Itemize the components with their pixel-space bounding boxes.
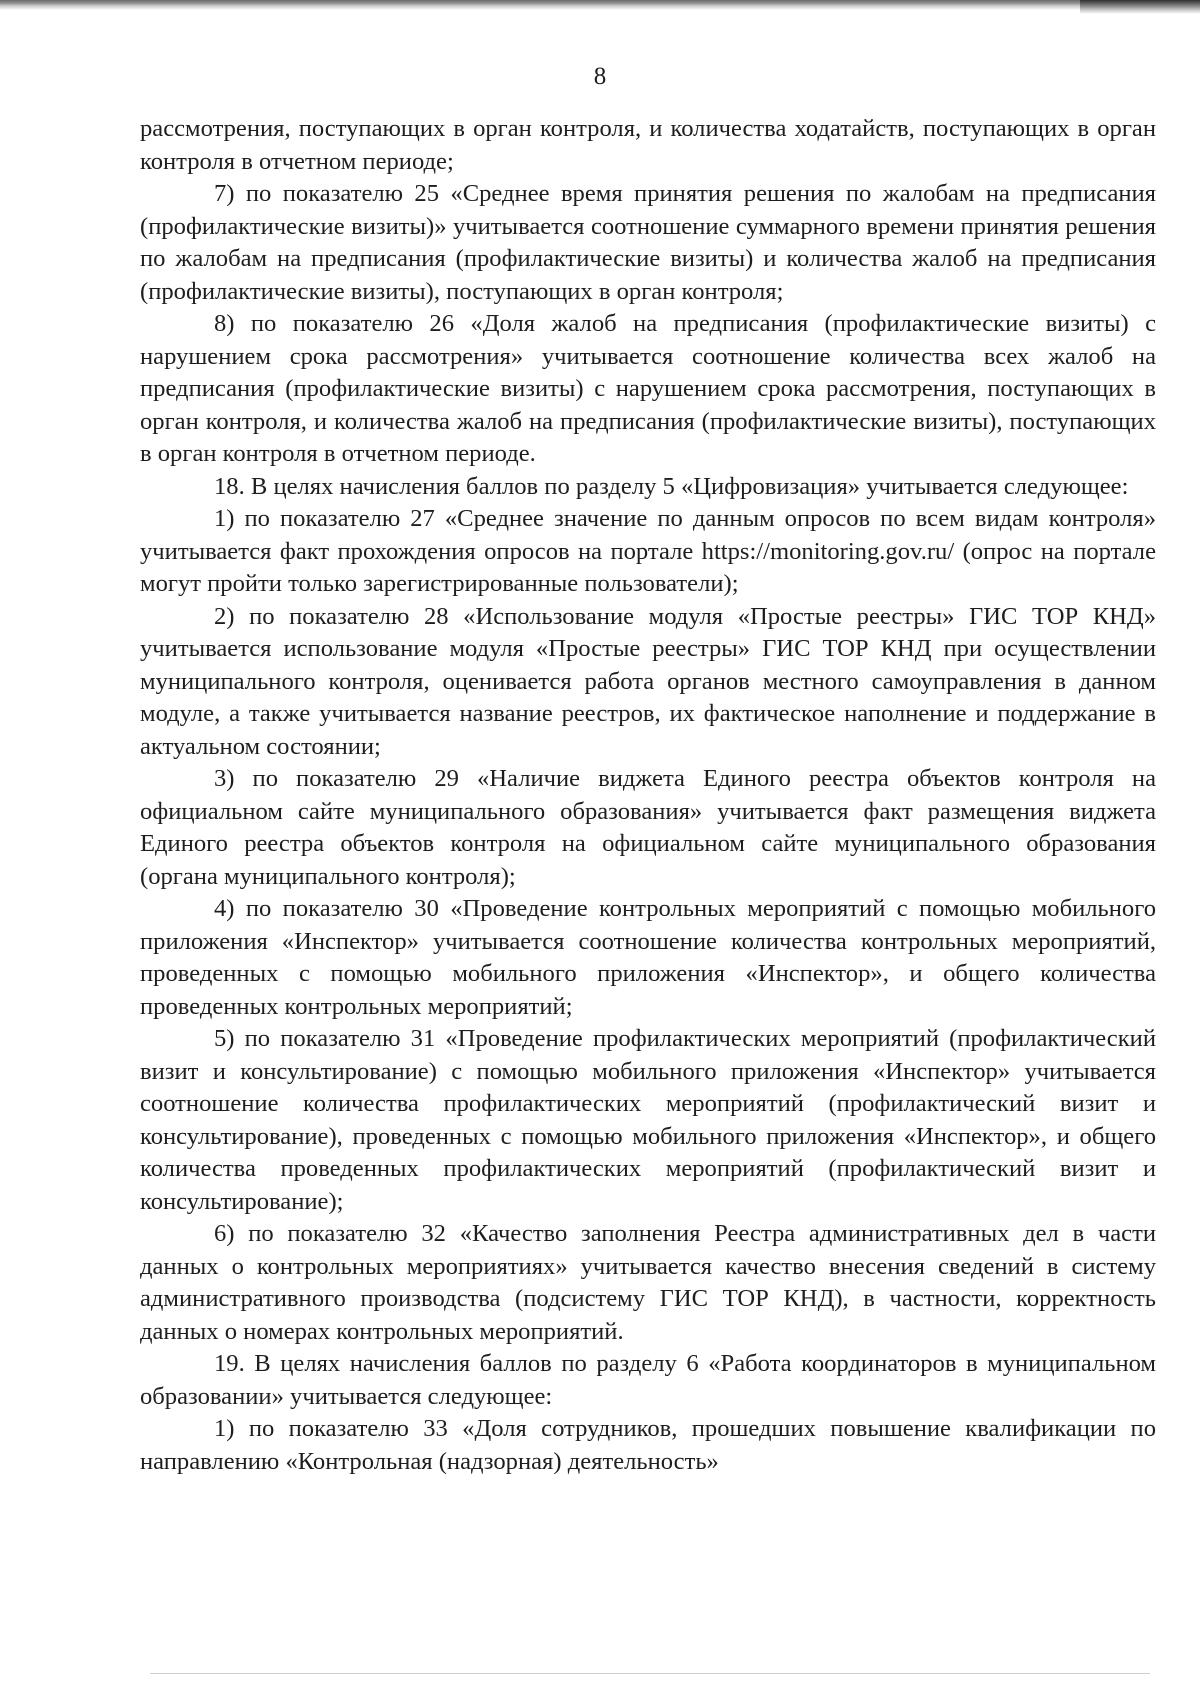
paragraph-18-item-6: 6) по показателю 32 «Качество заполнения Реестра административных дел в части данных о контрольных мероприятиях» учитывается качество внесения сведений в систему административного производства (подсистему ГИС ТОР КНД), в частности, корректность данных о номерах контрольных мероприятий. [140,1220,1156,1345]
paragraph-item-8: 8) по показателю 26 «Доля жалоб на предписания (профилактические визиты) с нарушением срока рассмотрения» учитывается соотношение количества всех жалоб на предписания (профилактические визиты) с нарушением срока рассмотрения, поступающих в орган контроля, и количества жалоб на предписания (профилактические визиты), поступающих в орган контроля в отчетном периоде. [140,310,1156,467]
paragraph-18-item-3: 3) по показателю 29 «Наличие виджета Единого реестра объектов контроля на официальном сайте муниципального образования» учитывается факт размещения виджета Единого реестра объектов контроля на официальном сайте муниципального образования (органа муниципального контроля); [140,765,1156,890]
paragraph-18-item-4: 4) по показателю 30 «Проведение контрольных мероприятий с помощью мобильного приложения «Инспектор» учитывается соотношение количества контрольных мероприятий, проведенных с помощью мобильного приложения «Инспектор», и общего количества проведенных контрольных мероприятий; [140,895,1156,1020]
paragraph-18-item-5: 5) по показателю 31 «Проведение профилактических мероприятий (профилактический визит и консультирование) с помощью мобильного приложения «Инспектор» учитывается соотношение количества профилактических мероприятий (профилактический визит и консультирование), проведенных с помощью мобильного приложения «Инспектор», и общего количества проведенных профилактических мероприятий (профилактический визит и консультирование); [140,1025,1156,1215]
paragraph-item-7: 7) по показателю 25 «Среднее время принятия решения по жалобам на предписания (профилактические визиты)» учитывается соотношение суммарного времени принятия решения по жалобам на предписания (профилактические визиты) и количества жалоб на предписания (профилактические визиты), поступающих в орган контроля; [140,180,1156,305]
scan-top-edge [0,0,1200,10]
page-number: 8 [593,63,607,90]
paragraph-18-item-2: 2) по показателю 28 «Использование модуля «Простые реестры» ГИС ТОР КНД» учитывается использование модуля «Простые реестры» ГИС ТОР КНД при осуществлении муниципального контроля, оценивается работа органов местного самоуправления в данном модуле, а также учитывается название реестров, их фактическое наполнение и поддержание в актуальном состоянии; [140,602,1156,760]
paragraph-18-item-1: 1) по показателю 27 «Среднее значение по данным опросов по всем видам контроля» учитывается факт прохождения опросов на портале https://monitoring.gov.ru/ (опрос на портале могут пройти только зарегистрированные пользователи); [140,505,1156,597]
paragraph-19-item-1: 1) по показателю 33 «Доля сотрудников, прошедших повышение квалификации по направлению «Контрольная (надзорная) деятельность» [140,1415,1156,1475]
paragraph-section-18: 18. В целях начисления баллов по разделу 5 «Цифровизация» учитывается следующее: [214,472,1129,500]
document-body [140,113,1156,1478]
paragraph-continuation: рассмотрения, поступающих в орган контроля, и количества ходатайств, поступающих в орган контроля в отчетном периоде; [140,115,1156,175]
paragraph-section-19: 19. В целях начисления баллов по разделу 6 «Работа координаторов в муниципальном образовании» учитывается следующее: [140,1350,1156,1410]
scan-bottom-edge [150,1673,1150,1674]
scan-corner-shadow [1080,0,1200,14]
